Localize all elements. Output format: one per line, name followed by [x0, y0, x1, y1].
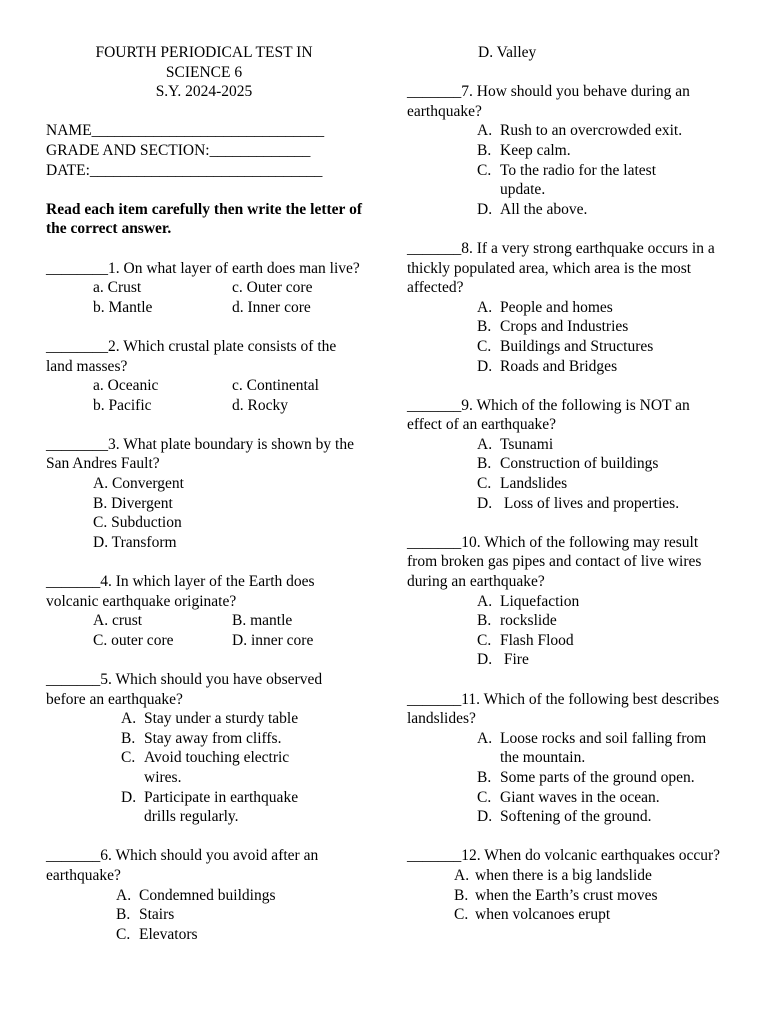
date-field[interactable]: DATE:______________________________ [46, 161, 323, 179]
question-stem: ________1. On what layer of earth does man live? [46, 259, 360, 277]
option-d [477, 357, 725, 377]
answer-options [407, 866, 725, 925]
answer-options [407, 729, 725, 827]
option-letter: C. [477, 475, 492, 493]
option-text: Buildings and Structures [500, 337, 654, 355]
option-text: Stairs [139, 906, 175, 924]
option-letter: B. [477, 768, 492, 786]
option-b: B. Divergent [93, 494, 173, 512]
option-text: Crops and Industries [500, 318, 629, 336]
option-letter: C. [477, 788, 492, 806]
option-c [477, 788, 725, 808]
option-text: Loose rocks and soil falling from the mountain. [500, 729, 707, 767]
option-letter: B. [116, 906, 131, 924]
option-b [477, 768, 725, 788]
answer-options [407, 592, 725, 670]
question-12 [407, 846, 725, 924]
question-1 [46, 259, 362, 318]
option-text: when the Earth’s crust moves [475, 886, 658, 904]
option-letter: C. [477, 631, 492, 649]
option-a: A. Convergent [93, 475, 184, 493]
question-stem: _______5. Which should you have observed before an earthquake? [46, 671, 323, 708]
option-c [477, 161, 725, 200]
option-text: Giant waves in the ocean. [500, 788, 660, 806]
option-text: when there is a big landslide [475, 866, 652, 884]
option-letter: D. [477, 651, 493, 669]
option-c [454, 905, 725, 925]
answer-options [46, 474, 362, 552]
option-c: c. Outer core [232, 279, 313, 297]
option-a [477, 298, 725, 318]
question-9 [407, 396, 725, 514]
answer-options [46, 709, 362, 827]
option-letter: C. [116, 925, 131, 943]
question-6 [46, 846, 362, 944]
option-a: a. Oceanic [93, 377, 159, 395]
option-c: C. Subduction [93, 514, 182, 532]
question-11 [407, 690, 725, 827]
answer-options [407, 435, 725, 513]
question-4 [46, 572, 362, 650]
option-c: c. Continental [232, 377, 319, 395]
option-letter: C. [477, 161, 492, 179]
option-b: b. Pacific [93, 396, 152, 414]
option-text: Flash Flood [500, 631, 574, 649]
option-b [121, 729, 362, 749]
option-letter: A. [477, 592, 493, 610]
option-a [116, 886, 362, 906]
option-text: Roads and Bridges [500, 357, 618, 375]
option-letter: B. [477, 612, 492, 630]
option-a [477, 121, 725, 141]
option-b [477, 454, 725, 474]
option-letter: B. [477, 455, 492, 473]
answer-options [407, 121, 725, 219]
option-d: D. Transform [93, 533, 177, 551]
option-b: b. Mantle [93, 298, 153, 316]
question-2 [46, 337, 362, 415]
option-d [477, 807, 725, 827]
option-text: To the radio for the latest update. [500, 161, 657, 199]
answer-options [46, 278, 362, 317]
test-title [46, 43, 362, 102]
question-stem: _______9. Which of the following is NOT an effect of an earthquake? [407, 396, 690, 434]
option-letter: C. [454, 906, 469, 924]
option-letter: B. [454, 886, 469, 904]
option-a [477, 435, 725, 455]
option-letter: A. [454, 866, 470, 884]
option-d: D. inner core [232, 631, 314, 649]
option-b [454, 886, 725, 906]
title-line-1: FOURTH PERIODICAL TEST IN [95, 44, 313, 61]
option-letter: D. [477, 494, 493, 512]
option-text: Avoid touching electric wires. [144, 749, 290, 786]
option-c [116, 925, 362, 945]
option-text: Loss of lives and properties. [500, 494, 680, 512]
option-c [477, 474, 725, 494]
question-8 [407, 239, 725, 376]
option-text: Stay under a sturdy table [144, 710, 299, 728]
option-text: rockslide [500, 612, 557, 630]
answer-options [46, 376, 362, 415]
question-stem: _______10. Which of the following may result from broken gas pipes and contact of live wires during an earthquake? [407, 533, 702, 591]
question-stem: ________3. What plate boundary is shown by the San Andres Fault? [46, 435, 354, 473]
question-3 [46, 435, 362, 553]
option-d: d. Inner core [232, 298, 311, 316]
option-text: Construction of buildings [500, 455, 659, 473]
question-stem: _______7. How should you behave during an earthquake? [407, 83, 690, 120]
instructions: Read each item carefully then write the letter of the correct answer. [46, 200, 362, 238]
answer-options [46, 886, 362, 945]
option-c: C. outer core [93, 631, 174, 649]
option-a [477, 592, 725, 612]
school-year: S.Y. 2024-2025 [155, 83, 253, 101]
option-a [121, 709, 362, 729]
option-letter: B. [121, 729, 136, 747]
option-a: a. Crust [93, 279, 142, 297]
option-letter: D. [477, 808, 493, 826]
option-a [454, 866, 725, 886]
option-text: Keep calm. [500, 141, 571, 159]
option-b [477, 141, 725, 161]
option-text: All the above. [500, 200, 588, 218]
name-field[interactable]: NAME______________________________ [46, 122, 325, 140]
option-letter: A. [477, 729, 493, 747]
option-letter: D. [477, 357, 493, 375]
option-text: Elevators [139, 925, 198, 943]
question-stem: _______4. In which layer of the Earth does volcanic earthquake originate? [46, 573, 315, 610]
option-d [477, 650, 725, 670]
question-stem: _______12. When do volcanic earthquakes occur? [407, 847, 721, 865]
option-c [477, 631, 725, 651]
question-5 [46, 670, 362, 827]
option-a: A. crust [93, 612, 143, 630]
option-d [477, 200, 725, 220]
question-7 [407, 82, 725, 219]
option-b [477, 611, 725, 631]
option-letter: B. [477, 318, 492, 336]
option-text: People and homes [500, 298, 613, 316]
option-text: Condemned buildings [139, 886, 276, 904]
answer-options-continued [407, 43, 725, 63]
option-b: B. mantle [232, 612, 293, 630]
option-d: D. Valley [478, 44, 537, 61]
option-letter: A. [477, 122, 493, 140]
answer-options [46, 611, 362, 650]
title-line-2: SCIENCE 6 [165, 63, 243, 81]
option-text: Softening of the ground. [500, 808, 652, 826]
option-text: when volcanoes erupt [475, 906, 611, 924]
option-text: Participate in earthquake drills regularly. [144, 788, 299, 826]
option-text: Rush to an overcrowded exit. [500, 122, 683, 140]
option-letter: D. [477, 200, 493, 218]
left-column [46, 43, 362, 944]
option-text: Tsunami [500, 435, 554, 453]
option-text: Liquefaction [500, 592, 580, 610]
option-c [477, 337, 725, 357]
option-text: Landslides [500, 475, 568, 493]
option-letter: C. [121, 749, 136, 767]
option-d [121, 788, 362, 827]
option-text: Fire [500, 651, 529, 669]
question-stem: _______8. If a very strong earthquake occurs in a thickly populated area, which area is the most affected? [407, 239, 715, 297]
option-d: d. Rocky [232, 396, 288, 414]
question-stem: _______6. Which should you avoid after an earthquake? [46, 847, 319, 884]
question-10 [407, 533, 725, 670]
right-column [407, 43, 725, 925]
option-text: Some parts of the ground open. [500, 768, 695, 786]
question-stem: _______11. Which of the following best describes landslides? [407, 690, 720, 728]
option-letter: C. [477, 337, 492, 355]
answer-options [407, 298, 725, 376]
option-letter: A. [477, 298, 493, 316]
option-text: Stay away from cliffs. [144, 729, 282, 747]
option-letter: A. [116, 886, 132, 904]
option-b [116, 905, 362, 925]
option-letter: A. [477, 435, 493, 453]
option-letter: D. [121, 788, 137, 806]
option-b [477, 317, 725, 337]
option-letter: B. [477, 141, 492, 159]
option-letter: A. [121, 710, 137, 728]
option-c [121, 748, 362, 787]
grade-section-field[interactable]: GRADE AND SECTION:_____________ [46, 141, 311, 159]
option-a [477, 729, 725, 768]
question-stem: ________2. Which crustal plate consists of the land masses? [46, 337, 337, 375]
option-d [477, 494, 725, 514]
